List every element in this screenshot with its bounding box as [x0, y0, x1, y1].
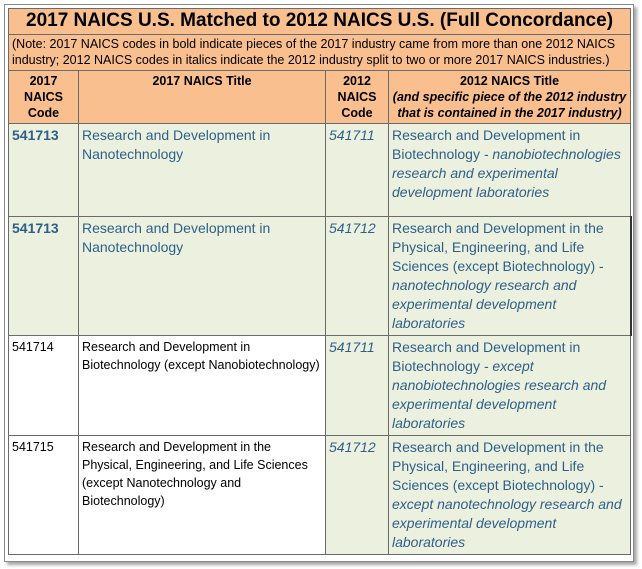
code-2012: 541711 — [329, 127, 375, 143]
piece-2012: nanotechnology research and experimental development laboratories — [392, 277, 577, 331]
table-row — [9, 336, 631, 436]
header-2012-title — [389, 71, 631, 124]
table-row — [9, 217, 631, 336]
table-title: 2017 NAICS U.S. Matched to 2012 NAICS U.S. (Full Concordance) — [9, 9, 631, 35]
code-2012: 541712 — [329, 439, 376, 455]
table-row — [9, 436, 631, 555]
code-2012: 541712 — [329, 220, 376, 236]
code-2017: 541714 — [12, 340, 54, 354]
header-2012-title-sub: (and specific piece of the 2012 industry that is contained in the 2017 industry) — [392, 90, 627, 120]
piece-2012: - except nanobiotechnologies research and experimental development laboratories — [392, 358, 607, 431]
code-2017: 541715 — [12, 440, 54, 454]
piece-2012: except nanotechnology research and experimental development laboratories — [392, 496, 622, 550]
code-2017: 541713 — [12, 220, 59, 236]
title-2017: Research and Development in Nanotechnology — [82, 220, 271, 255]
header-2012-title-main: 2012 NAICS Title — [459, 74, 560, 88]
title-2017: Research and Development in Nanotechnology — [82, 127, 271, 162]
concordance-frame — [4, 4, 634, 562]
title-2012: Research and Development in Biotechnology — [392, 127, 581, 162]
title-row — [9, 9, 631, 35]
title-2017: Research and Development in Biotechnology (except Nanobiotechnology) — [82, 340, 320, 372]
header-row — [9, 71, 631, 124]
table-note: (Note: 2017 NAICS codes in bold indicate pieces of the 2017 industry came from more than one 2012 NAICS industry; 2012 NAICS codes in italics indicate the 2012 industry split to two or more 2017 NAICS industries.) — [9, 35, 631, 71]
header-2012-code: 2012 NAICS Code — [326, 71, 389, 124]
title-2012: Research and Development in the Physical, Engineering, and Life Sciences (except Biotechnology) - — [392, 220, 604, 274]
title-2012: Research and Development in the Physical, Engineering, and Life Sciences (except Biotechnology) - — [392, 439, 604, 493]
header-2017-code: 2017 NAICS Code — [9, 71, 79, 124]
code-2017: 541713 — [12, 127, 59, 143]
note-row — [9, 35, 631, 71]
title-2012: Research and Development in Biotechnology — [392, 339, 581, 374]
concordance-table — [8, 8, 632, 555]
title-2017: Research and Development in the Physical, Engineering, and Life Sciences (except Nanotechnology and Biotechnology) — [82, 440, 308, 508]
table-row — [9, 124, 631, 217]
code-2012: 541711 — [329, 339, 375, 355]
header-2017-title: 2017 NAICS Title — [79, 71, 326, 124]
piece-2012: - nanobiotechnologies research and experimental development laboratories — [392, 146, 621, 200]
